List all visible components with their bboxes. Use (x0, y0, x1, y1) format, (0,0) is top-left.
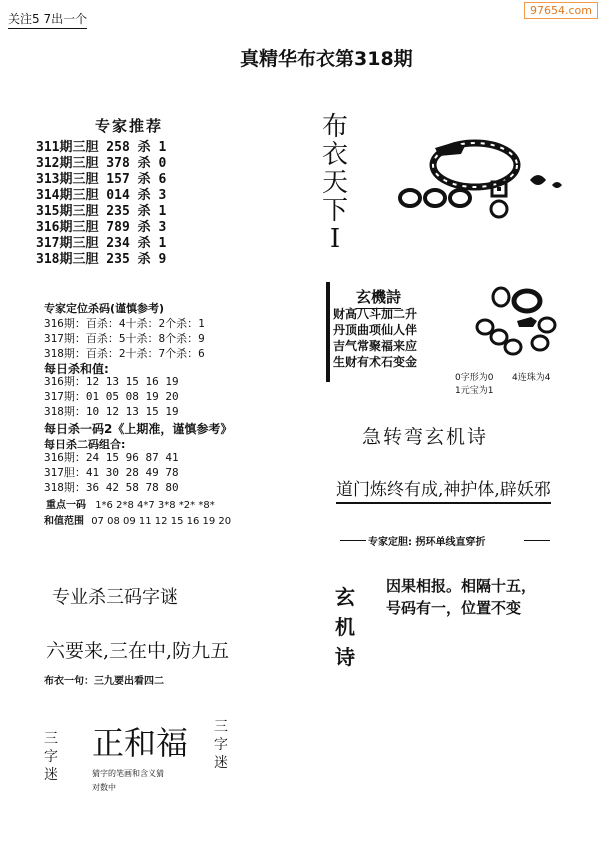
daily-combo-title: 每日杀二码组合: (44, 438, 126, 451)
zimi-center-word: 正和福 (92, 724, 189, 762)
poem-lines (333, 306, 417, 370)
daily-sum-title: 每日杀和值: (44, 362, 109, 376)
coins-ring-illustration (380, 120, 590, 240)
buyi-char: 天 (322, 168, 349, 198)
sum-range-label: 和值范围 (44, 516, 84, 527)
poem-line: 生财有术石变金 (333, 355, 418, 369)
xuanji-char: 机 (335, 615, 355, 639)
list-item: 311期三胆 258 杀 1 (36, 140, 167, 155)
list-item: 317期：01 05 08 19 20 (44, 390, 179, 403)
zimi-char: 字 (214, 737, 228, 753)
turn-poem-line: 道门炼终有成,神护体,辟妖邪 (336, 475, 551, 504)
xuanji-line: 因果相报。相隔十五， (386, 577, 537, 595)
zimi-char: 迷 (214, 755, 228, 771)
xuanji-line: 号码有一，位置不变 (386, 599, 522, 617)
list-item: 313期三胆 157 杀 6 (36, 172, 167, 187)
expert-guide-text: 专家定胆: 拐环单线直穿折 (368, 537, 486, 548)
expert-title: 专家推荐 (95, 117, 164, 135)
zimi-right-label (214, 718, 228, 772)
list-item: 312期三胆 378 杀 0 (36, 156, 167, 171)
beads-illustration (465, 285, 575, 365)
key-number-row (46, 496, 215, 511)
daily-combo-list (44, 450, 179, 495)
xuanji-vertical-title (335, 582, 355, 672)
xuanji-char: 诗 (335, 645, 355, 669)
daily-kill-one-title: 每日杀一码2《上期准，谨慎参考》 (44, 422, 233, 436)
poem-line: 丹顶曲项仙人伴 (333, 323, 418, 337)
list-item: 318期：36 42 58 78 80 (44, 481, 179, 494)
expert-list (36, 140, 166, 268)
zimi-left-label (44, 730, 58, 784)
sum-range-row (44, 512, 231, 527)
buyi-char: I (329, 224, 341, 254)
key-number-label: 重点一码 (46, 500, 86, 511)
xuanji-char: 玄 (335, 585, 355, 609)
poem-line: 财高八斗加二升 (333, 307, 418, 321)
zimi-char: 迷 (44, 767, 58, 783)
list-item: 318期：百杀：2十杀：7个杀：6 (44, 347, 205, 360)
zimi-note-2: 对数中 (92, 783, 116, 792)
riddle-buyi-note: 布衣一句：三九要出看四二 (44, 676, 164, 687)
poem-caption-1: 0字形为0 (455, 373, 494, 383)
buyi-vertical-title (322, 113, 348, 253)
turn-poem-title: 急转弯玄机诗 (362, 426, 489, 448)
poem-divider (326, 282, 330, 382)
zimi-char: 字 (44, 749, 58, 765)
positioning-list (44, 316, 205, 361)
page-title: 真精华布衣第318期 (240, 48, 413, 70)
guide-line-right (524, 540, 550, 541)
list-item: 318期：10 12 13 15 19 (44, 405, 179, 418)
daily-sum-list (44, 374, 179, 419)
riddle-line: 六要来,三在中,防九五 (46, 640, 230, 662)
list-item: 316期：24 15 96 87 41 (44, 451, 179, 464)
poem-caption-2: 4连珠为4 (512, 373, 551, 383)
poem-title: 玄機詩 (356, 286, 401, 309)
list-item: 318期三胆 235 杀 9 (36, 252, 167, 267)
poem-line: 吉气常聚福来应 (333, 339, 418, 353)
zimi-char: 三 (44, 731, 58, 747)
buyi-char: 下 (322, 196, 349, 226)
zimi-note-1: 猜字的笔画和含义猜 (92, 769, 164, 778)
poem-caption-3: 1元宝为1 (455, 386, 494, 396)
guide-line-left (340, 540, 366, 541)
buyi-char: 布 (322, 112, 349, 142)
list-item: 316期三胆 789 杀 3 (36, 220, 167, 235)
buyi-char: 衣 (322, 140, 349, 170)
positioning-title: 专家定位杀码(谨慎参考) (44, 302, 165, 315)
list-item: 314期三胆 014 杀 3 (36, 188, 167, 203)
list-item: 317胆：41 30 28 49 78 (44, 466, 179, 479)
list-item: 316期：12 13 15 16 19 (44, 375, 179, 388)
xuanji-lines (386, 575, 536, 619)
list-item: 317期：百杀：5十杀：8个杀：9 (44, 332, 205, 345)
list-item: 317期三胆 234 杀 1 (36, 236, 167, 251)
follow-note: 关注5 7出一个 (8, 10, 87, 29)
key-number-value: 1*6 2*8 4*7 3*8 *2* *8* (95, 500, 215, 511)
zimi-char: 三 (214, 719, 228, 735)
sum-range-value: 07 08 09 11 12 15 16 19 20 (91, 516, 232, 527)
riddle-title: 专业杀三码字谜 (52, 587, 178, 608)
list-item: 315期三胆 235 杀 1 (36, 204, 167, 219)
watermark: 97654.com (524, 2, 598, 19)
list-item: 316期：百杀：4十杀：2个杀：1 (44, 317, 205, 330)
